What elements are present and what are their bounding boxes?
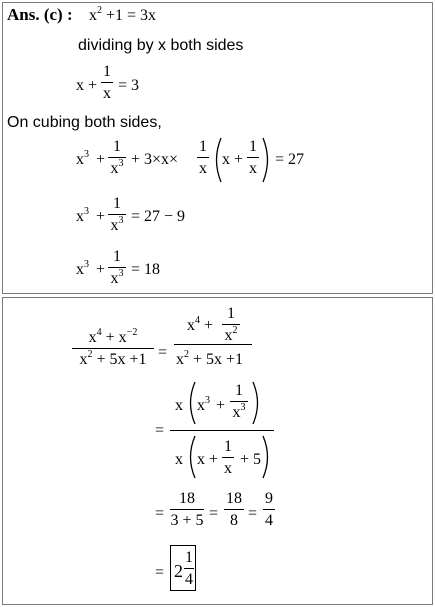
final-answer-whole: 2 xyxy=(174,561,183,581)
eq2-mid: + 3×x× xyxy=(131,151,179,168)
r2-num-right-paren xyxy=(250,380,264,426)
equals-2: = xyxy=(155,422,165,439)
r2-den-left-paren xyxy=(184,434,198,480)
eq3-term1: $x^3$ xyxy=(76,206,89,225)
given-equation: $x^2 +1 = 3x$ xyxy=(89,5,157,24)
eq3-rhs: = 27 − 9 xyxy=(131,208,186,225)
eq2-fraction1: 1 $x^3$ xyxy=(108,139,126,177)
answer-label: Ans. (c) : xyxy=(7,5,73,24)
equals-4: = xyxy=(209,505,219,522)
r2-num-x3: $x^3$ xyxy=(197,395,210,414)
r1-numerator-x4: $x^4$ + xyxy=(187,315,214,334)
eq4-term1: $x^3$ xyxy=(76,259,89,278)
eq2-fraction2: 1 x xyxy=(199,138,207,177)
eq2-inner-x: x + xyxy=(222,151,244,168)
eq2-fraction3: 1 x xyxy=(249,138,257,177)
r1-inner-fraction: 1 $x^2$ xyxy=(222,306,240,344)
equals-5: = xyxy=(248,505,258,522)
r2-den-fraction: 1 x xyxy=(224,438,232,477)
equals-1: = xyxy=(158,344,168,361)
r2-fraction-bar xyxy=(170,430,274,431)
r1-fraction-bar xyxy=(174,344,252,345)
r2-num-x: x xyxy=(175,397,183,414)
eq2-term1: $x^3$ xyxy=(76,149,89,168)
r2-num-plus: + xyxy=(216,397,226,414)
eq3-fraction: 1 $x^3$ xyxy=(108,196,126,234)
eq2-plus: + xyxy=(96,151,106,168)
r2-num-left-paren xyxy=(184,380,198,426)
final-answer-fraction: 1 4 xyxy=(185,549,193,588)
r2-den-x-plus: x + xyxy=(197,451,219,468)
r3-fraction1: 18 3 + 5 xyxy=(170,490,204,529)
eq2-rhs: = 27 xyxy=(275,151,305,168)
eq4-rhs: = 18 xyxy=(131,261,161,278)
r3-fraction2: 18 8 xyxy=(226,490,242,529)
eq1-fraction: 1 x xyxy=(103,63,111,102)
eq1-prefix: x + xyxy=(76,77,98,94)
r1-denominator: $x^2 + 5x +1$ xyxy=(176,349,244,368)
eq4-plus: + xyxy=(96,261,106,278)
eq3-plus: + xyxy=(96,208,106,225)
equals-6: = xyxy=(155,564,165,581)
eq1-suffix: = 3 xyxy=(118,77,140,94)
step-cubing-text: On cubing both sides, xyxy=(7,114,162,131)
r3-fraction3: 9 4 xyxy=(265,490,273,529)
eq4-fraction: 1 $x^3$ xyxy=(108,249,126,287)
r2-den-right-paren xyxy=(260,434,274,480)
step-dividing-text: dividing by x both sides xyxy=(78,37,244,54)
r2-num-fraction: 1 $x^3$ xyxy=(230,383,248,421)
r2-den-tail: + 5 xyxy=(240,451,262,468)
equals-3: = xyxy=(155,505,165,522)
eq2-right-paren xyxy=(260,136,274,184)
lhs-fraction: $x^4 + x^{-2}$ $x^2 + 5x +1$ xyxy=(72,330,154,368)
r2-den-x: x xyxy=(175,451,183,468)
